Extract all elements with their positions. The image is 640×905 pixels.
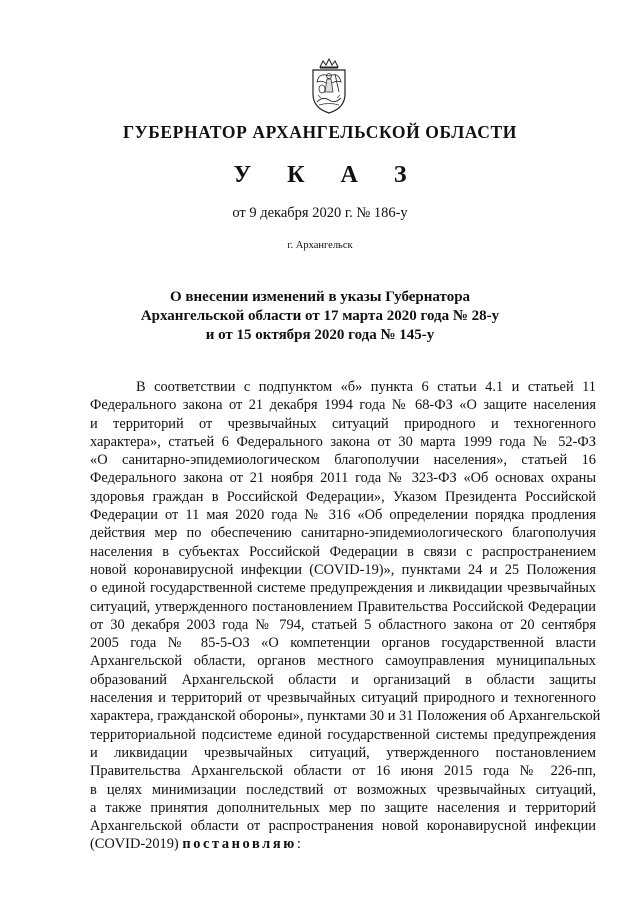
document-date-number: от 9 декабря 2020 г. № 186-у xyxy=(232,205,408,221)
body-line: характера», статьей 6 Федерального закона от 30 марта 1999 года № 52-ФЗ xyxy=(90,433,596,450)
body-line: территориальной подсистеме единой государственной системы предупреждения xyxy=(90,726,596,743)
decree-title xyxy=(90,288,550,345)
body-line: населения и территорий от чрезвычайных ситуаций природного и техногенного xyxy=(90,690,596,707)
document-type: У К А З xyxy=(233,162,422,188)
body-line: ситуаций, утвержденного постановлением Правительства Российской Федерации xyxy=(90,598,596,615)
body-line: населения в субъектах Российской Федерации в связи с распространением xyxy=(90,543,596,560)
body-line: Федерации от 11 мая 2020 года № 316 «Об определении порядка продления xyxy=(90,507,596,524)
body-line: Федерального закона от 21 ноября 2011 года № 323-ФЗ «Об основах охраны xyxy=(90,470,596,487)
body-line: действия мер по обеспечению санитарно-эпидемиологического благополучия xyxy=(90,525,596,542)
body-line: «О санитарно-эпидемиологическом благополучии населения», статьей 16 xyxy=(90,452,596,469)
title-line: О внесении изменений в указы Губернатора xyxy=(169,289,471,305)
body-line: характера, гражданской обороны», пунктами 30 и 31 Положения об Архангельской xyxy=(90,708,601,725)
document-city: г. Архангельск xyxy=(287,240,353,251)
body-line: Правительства Архангельской области от 16 июня 2015 года № 226-пп, xyxy=(90,763,596,780)
body-line: Федерального закона от 21 декабря 1994 года № 68-ФЗ «О защите населения xyxy=(90,397,596,414)
body-line: В соответствии с подпунктом «б» пункта 6 статьи 4.1 и статьей 11 xyxy=(136,379,596,395)
body-line: и ликвидации чрезвычайных ситуаций, утвержденного постановлением xyxy=(90,744,596,761)
body-line: о единой государственной системе предупреждения и ликвидации чрезвычайных xyxy=(90,580,596,597)
colon: : xyxy=(296,836,301,853)
title-line: и от 15 октября 2020 года № 145-у xyxy=(205,327,435,343)
covid-reference: (COVID-2019) xyxy=(90,836,183,853)
coat-of-arms-icon xyxy=(309,58,349,114)
body-line: Архангельской области от распространения новой коронавирусной инфекции xyxy=(90,818,596,835)
body-line: здоровья граждан в Российской Федерации», Указом Президента Российской xyxy=(90,488,596,505)
authority-heading: ГУБЕРНАТОР АРХАНГЕЛЬСКОЙ ОБЛАСТИ xyxy=(123,122,517,142)
body-line: 2005 года № 85-5-ОЗ «О компетенции органов государственной власти xyxy=(90,635,596,652)
body-line: а также принятия дополнительных мер по защите населения и территорий xyxy=(90,799,596,816)
decree-body xyxy=(90,378,601,854)
body-line: от 30 декабря 2003 года № 794, статьей 5 областного закона от 20 сентября xyxy=(90,616,596,633)
body-last-line xyxy=(90,835,596,853)
body-line: новой коронавирусной инфекции (COVID-19)», пунктами 24 и 25 Положения xyxy=(90,561,596,578)
body-line: и территорий от чрезвычайных ситуаций природного и техногенного xyxy=(90,415,596,432)
title-line: Архангельской области от 17 марта 2020 года № 28-у xyxy=(140,308,500,324)
body-line: образований Архангельской области и организаций в области защиты xyxy=(90,671,596,688)
body-line: в целях минимизации последствий от возможных чрезвычайных ситуаций, xyxy=(90,781,596,798)
body-line: Архангельской области, органов местного самоуправления муниципальных xyxy=(90,653,596,670)
decree-word: постановляю xyxy=(182,836,297,853)
